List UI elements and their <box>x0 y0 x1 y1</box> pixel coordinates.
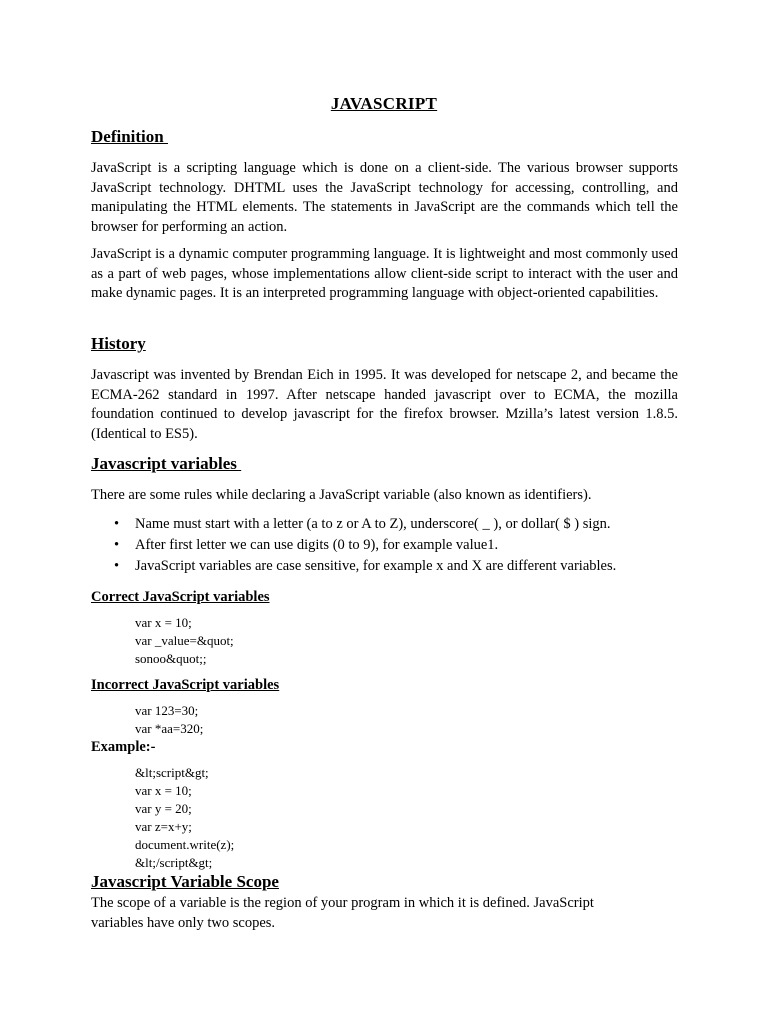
code-line: document.write(z); <box>135 837 235 852</box>
correct-variables-code <box>135 614 234 668</box>
definition-paragraph-1: JavaScript is a scripting language which is done on a client-side. The various browser supports JavaScript technology. DHTML uses the JavaScript technology for accessing, controlling, and manipulating the HTML elements. The statements in JavaScript are the commands which tell the browser for performing an action. <box>91 160 678 235</box>
code-line: &lt;/script&gt; <box>135 855 213 870</box>
rule-text: After first letter we can use digits (0 to 9), for example value1. <box>135 537 499 553</box>
variable-rules-list <box>91 514 691 577</box>
example-label: Example:- <box>91 739 156 755</box>
code-line: sonoo&quot;; <box>135 651 207 666</box>
history-paragraph: Javascript was invented by Brendan Eich in 1995. It was developed for netscape 2, and became the ECMA-262 standard in 1997. After netscape handed javascript over to ECMA, the mozilla foundation continued to develop javascript for the firefox browser. Mzilla’s latest version 1.8.5.(Identical to ES5). <box>91 367 678 442</box>
page-title: JAVASCRIPT <box>330 94 438 113</box>
list-item <box>91 535 691 556</box>
code-line: var 123=30; <box>135 703 199 718</box>
variables-intro: There are some rules while declaring a JavaScript variable (also known as identifiers). <box>91 487 592 503</box>
scope-heading: Javascript Variable Scope <box>91 872 279 891</box>
bullet-icon: • <box>114 516 120 532</box>
code-line: var y = 20; <box>135 801 192 816</box>
scope-paragraph <box>91 893 691 933</box>
scope-line: variables have only two scopes. <box>91 915 276 931</box>
definition-paragraph-2: JavaScript is a dynamic computer programming language. It is lightweight and most commonly used as a part of web pages, whose implementations allow client-side script to interact with the user and make dynamic pages. It is an interpreted programming language with object-oriented capabilities. <box>91 246 678 301</box>
code-line: var z=x+y; <box>135 819 192 834</box>
incorrect-variables-code <box>135 702 203 738</box>
code-line: var x = 10; <box>135 783 192 798</box>
code-line: var _value=&quot; <box>135 633 234 648</box>
code-line: var x = 10; <box>135 615 192 630</box>
code-line: &lt;script&gt; <box>135 765 209 780</box>
history-heading: History <box>91 334 146 353</box>
code-line: var *aa=320; <box>135 721 204 736</box>
correct-variables-heading: Correct JavaScript variables <box>91 589 270 605</box>
definition-heading: Definition <box>91 127 168 146</box>
incorrect-variables-heading: Incorrect JavaScript variables <box>91 677 280 693</box>
bullet-icon: • <box>114 558 120 574</box>
bullet-icon: • <box>114 537 120 553</box>
rule-text: JavaScript variables are case sensitive, for example x and X are different variables. <box>135 558 617 574</box>
variables-heading: Javascript variables <box>91 454 242 473</box>
scope-line: The scope of a variable is the region of your program in which it is defined. JavaScript <box>91 895 594 911</box>
list-item <box>91 556 691 577</box>
rule-text: Name must start with a letter (a to z or A to Z), underscore( _ ), or dollar( $ ) sign. <box>135 516 611 532</box>
list-item <box>91 514 691 535</box>
example-code <box>135 764 234 872</box>
